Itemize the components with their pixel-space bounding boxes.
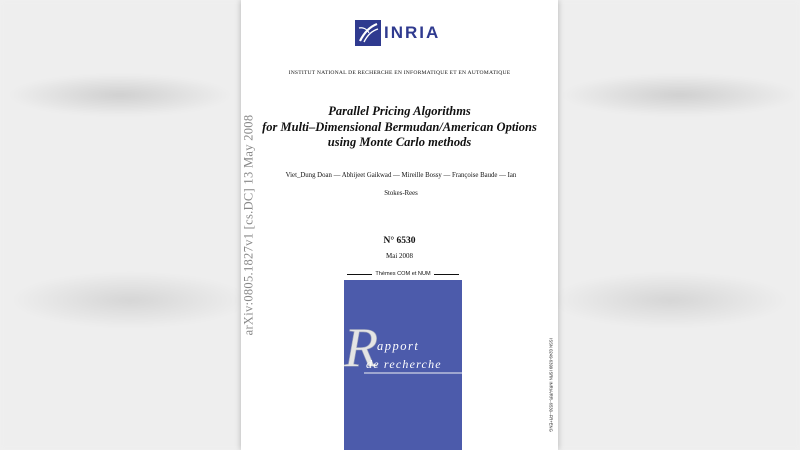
issn-text: ISSN 0249-6399 ISRN INRIA/RR--6530--FR+ENG xyxy=(548,338,554,432)
author-list xyxy=(271,167,531,203)
rapport-graphic xyxy=(344,280,462,450)
recherche-words: de recherche xyxy=(366,357,442,371)
themes-label xyxy=(344,271,462,277)
rapport-de-recherche-box xyxy=(344,280,462,450)
author-line: Viet_Dung Doan — Abhijeet Gaikwad — Mireille Bossy — Françoise Baude — Ian xyxy=(285,172,517,179)
issn-vertical xyxy=(547,330,555,440)
rule-left xyxy=(347,274,372,275)
arxiv-watermark xyxy=(241,114,257,336)
title-line: Parallel Pricing Algorithms xyxy=(328,104,471,118)
rule-right xyxy=(434,274,459,275)
report-date: Mai 2008 xyxy=(385,252,414,260)
report-number: N° 6530 xyxy=(383,236,416,246)
themes-text: Thèmes COM et NUM xyxy=(375,271,431,277)
title-line: for Multi–Dimensional Bermudan/American Options xyxy=(262,119,537,134)
inria-logo xyxy=(355,20,440,46)
rapport-initial: R xyxy=(344,317,379,379)
paper-cover-page xyxy=(241,0,558,450)
arxiv-id: arXiv:0805.1827v1 [cs.DC] 13 May 2008 xyxy=(241,114,256,336)
author-line: Stokes-Rees xyxy=(384,190,418,197)
paper-title xyxy=(241,104,558,151)
rapport-word: apport xyxy=(377,339,420,353)
logo-text: INRIA xyxy=(384,23,441,42)
institute-name: INSTITUT NATIONAL DE RECHERCHE EN INFORMATIQUE ET EN AUTOMATIQUE xyxy=(288,70,511,76)
inria-logo-mark-icon xyxy=(355,20,381,46)
title-line: using Monte Carlo methods xyxy=(327,135,472,149)
